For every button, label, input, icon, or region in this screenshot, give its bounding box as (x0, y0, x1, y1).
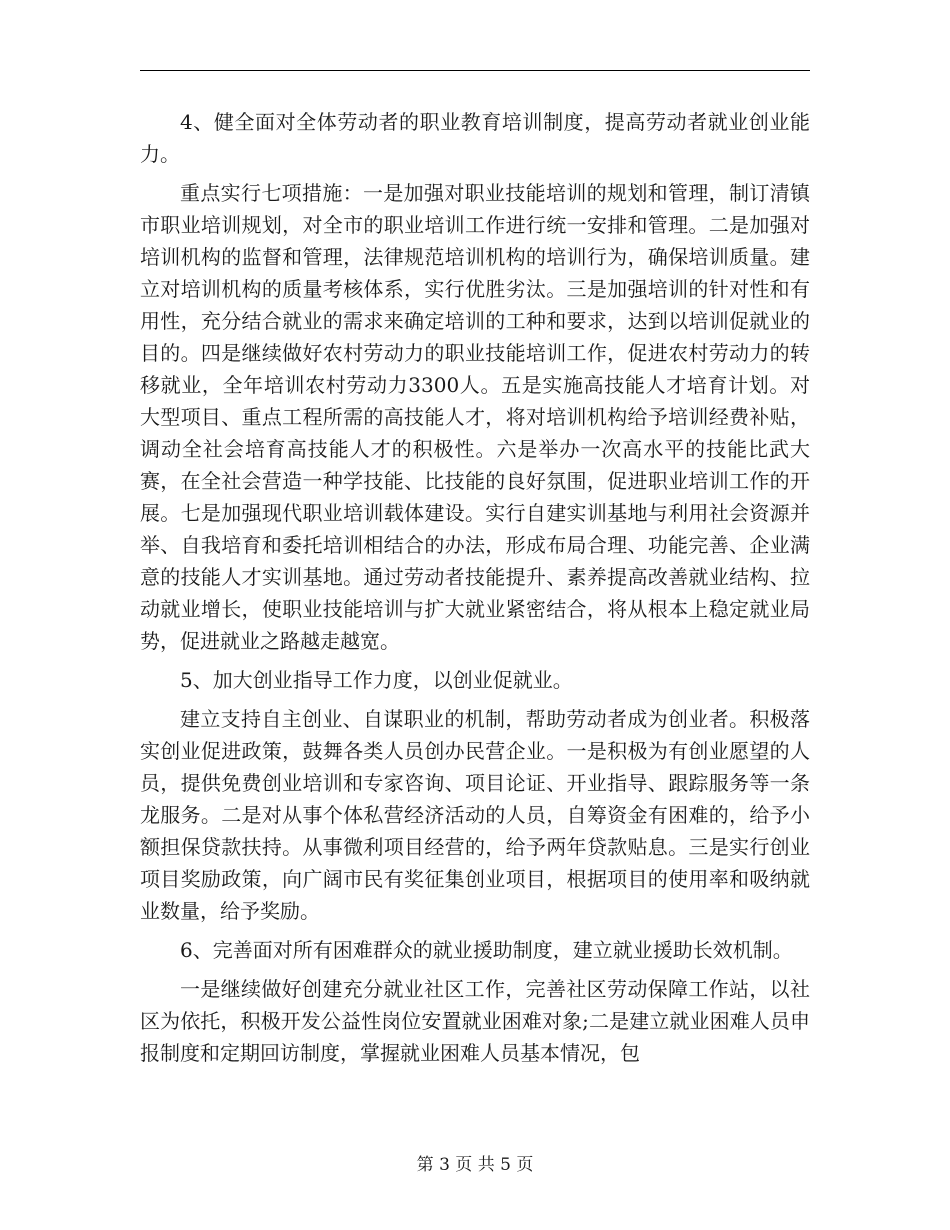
header-rule (140, 70, 810, 71)
paragraph-entrepreneurship: 建立支持自主创业、自谋职业的机制，帮助劳动者成为创业者。积极落实创业促进政策，鼓舞各类人员创办民营企业。一是积极为有创业愿望的人员，提供免费创业培训和专家咨询、项目论证、开业指导、跟踪服务等一条龙服务。二是对从事个体私营经济活动的人员，自筹资金有困难的，给予小额担保贷款扶持。从事微利项目经营的，给予两年贷款贴息。三是实行创业项目奖励政策，向广阔市民有奖征集创业项目，根据项目的使用率和吸纳就业数量，给予奖励。 (140, 707, 810, 923)
paragraph-training-measures: 重点实行七项措施：一是加强对职业技能培训的规划和管理，制订清镇市职业培训规划，对全市的职业培训工作进行统一安排和管理。二是加强对培训机构的监督和管理，法律规范培训机构的培训行为，确保培训质量。建立对培训机构的质量考核体系，实行优胜劣汰。三是加强培训的针对性和有用性，充分结合就业的需求来确定培训的工种和要求，达到以培训促就业的目的。四是继续做好农村劳动力的职业技能培训工作，促进农村劳动力的转移就业，全年培训农村劳动力3300人。五是实施高技能人才培育计划。对大型项目、重点工程所需的高技能人才，将对培训机构给予培训经费补贴，调动全社会培育高技能人才的积极性。六是举办一次高水平的技能比武大赛，在全社会营造一种学技能、比技能的良好氛围，促进职业培训工作的开展。七是加强现代职业培训载体建设。实行自建实训基地与利用社会资源并举、自我培育和委托培训相结合的办法，形成布局合理、功能完善、企业满意的技能人才实训基地。通过劳动者技能提升、素养提高改善就业结构、拉动就业增长，使职业技能培训与扩大就业紧密结合，将从根本上稳定就业局势，促进就业之路越走越宽。 (140, 181, 810, 653)
paragraph-employment-aid: 一是继续做好创建充分就业社区工作，完善社区劳动保障工作站，以社区为依托，积极开发公益性岗位安置就业困难对象;二是建立就业困难人员申报制度和定期回访制度，掌握就业困难人员基本情况，包 (140, 977, 810, 1065)
paragraph-item-6-heading: 6、完善面对所有困难群众的就业援助制度，建立就业援助长效机制。 (180, 938, 793, 962)
document-body (140, 106, 810, 1076)
page-number-footer: 第 3 页 共 5 页 (416, 1155, 534, 1175)
paragraph-item-5-heading: 5、加大创业指导工作力度，以创业促就业。 (180, 668, 573, 692)
paragraph-item-4-heading: 4、健全面对全体劳动者的职业教育培训制度，提高劳动者就业创业能力。 (140, 110, 810, 166)
